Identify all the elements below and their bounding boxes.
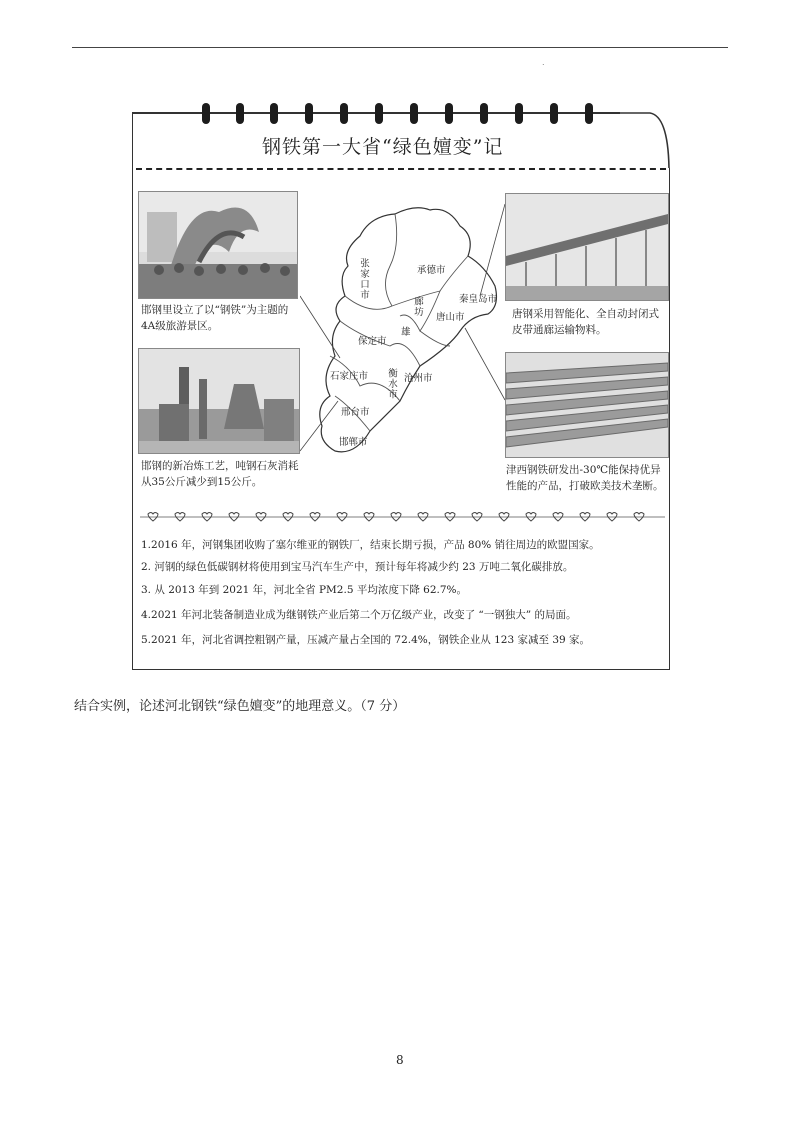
map-label-zhangjiakou: 张家口市	[358, 258, 369, 300]
photo-conveyor-belt	[505, 193, 669, 301]
photo-steel-profiles	[505, 352, 669, 458]
binder-ring	[515, 103, 523, 124]
map-label-xiong: 雄	[401, 327, 411, 338]
fact-1: 1.2016 年，河钢集团收购了塞尔维亚的钢铁厂，结束长期亏损，产品 80% 销往周边的欧盟国家。	[141, 539, 600, 551]
binder-ring	[270, 103, 278, 124]
header-rule	[72, 47, 728, 48]
map-label-cangzhou: 沧州市	[404, 373, 433, 384]
map-label-qinhuangdao: 秦皇岛市	[459, 294, 498, 305]
map-label-shijiazhuang: 石家庄市	[330, 371, 369, 382]
map-label-baoding: 保定市	[358, 336, 387, 347]
map-label-chengde: 承德市	[417, 265, 446, 276]
map-label-tangshan: 唐山市	[436, 312, 465, 323]
map-label-hengshui: 衡水市	[386, 368, 397, 400]
binder-ring	[236, 103, 244, 124]
binder-ring	[340, 103, 348, 124]
map-label-xingtai: 邢台市	[341, 407, 370, 418]
map-label-langfang: 廊坊	[412, 296, 423, 317]
caption-top-left: 邯钢里设立了以“钢铁”为主题的4A级旅游景区。	[141, 304, 289, 332]
page-number: 8	[396, 1053, 404, 1067]
map-label-handan: 邯郸市	[339, 437, 368, 448]
fact-4: 4.2021 年河北装备制造业成为继钢铁产业后第二个万亿级产业，改变了 “一钢独大” 的局面。	[141, 609, 577, 621]
card-title: 钢铁第一大省“绿色嬗变”记	[262, 136, 504, 158]
fact-2: 2. 河钢的绿色低碳钢材将使用到宝马汽车生产中，预计每年将减少约 23 万吨二氧化碳排放。	[141, 561, 574, 573]
photo-steel-plant	[138, 348, 300, 454]
binder-ring	[410, 103, 418, 124]
fact-5: 5.2021 年，河北省调控粗钢产量，压减产量占全国的 72.4%，钢铁企业从 123 家减至 39 家。	[141, 634, 591, 646]
binder-ring	[480, 103, 488, 124]
title-divider	[136, 168, 666, 170]
caption-top-right: 唐钢采用智能化、全自动封闭式皮带通廊运输物料。	[512, 308, 659, 336]
question-text: 结合实例，论述河北钢铁“绿色嬗变”的地理意义。（7 分）	[74, 699, 406, 714]
caption-bottom-right: 津西钢铁研发出-30℃能保持优异性能的产品，打破欧美技术垄断。	[506, 464, 664, 492]
binder-ring	[202, 103, 210, 124]
header-mark: .	[542, 58, 545, 67]
binder-ring	[375, 103, 383, 124]
page-curl-corner	[620, 112, 670, 168]
binder-ring	[305, 103, 313, 124]
photo-steel-sculpture	[138, 191, 298, 299]
binder-ring	[445, 103, 453, 124]
binder-ring	[550, 103, 558, 124]
heart-divider	[140, 510, 665, 524]
fact-3: 3. 从 2013 年到 2021 年，河北全省 PM2.5 平均浓度下降 62.7%。	[141, 584, 468, 596]
binder-ring	[585, 103, 593, 124]
caption-bottom-left: 邯钢的新冶炼工艺，吨钢石灰消耗从35公斤减少到15公斤。	[141, 460, 299, 488]
